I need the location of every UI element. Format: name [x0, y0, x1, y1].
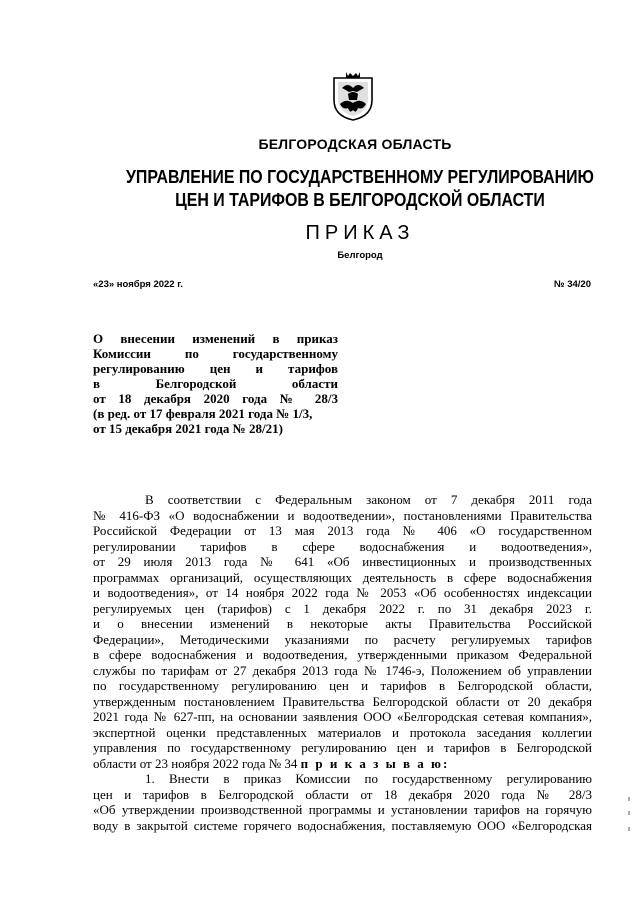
body-line: утвержденным постановлением Правительства Белгородской области от 20 декабря: [93, 693, 592, 709]
subject-line: от 15 декабря 2021 года № 28/21): [93, 421, 283, 436]
item-line: «Об утверждении производственной программы и установлении тарифов на горячую: [93, 802, 592, 817]
subject-line: регулированию цен и тарифов: [93, 361, 338, 376]
subject-line: О внесении изменений в приказ: [93, 331, 338, 346]
body-line: В соответствии с Федеральным законом от 7 декабря 2011 года: [145, 492, 592, 507]
body-line: Российской Федерации от 13 мая 2013 года № 406 «О государственном: [93, 523, 592, 538]
subject-line: в Белгородской области: [93, 376, 338, 391]
agency-title-line-2: ЦЕН И ТАРИФОВ В БЕЛГОРОДСКОЙ ОБЛАСТИ: [175, 189, 545, 210]
body-line: управления по государственному регулированию цен и тарифов в Белгородской: [93, 740, 592, 755]
body-line: программах организаций, осуществляющих деятельность в сфере водоснабжения: [93, 569, 592, 585]
agency-title-line-1: УПРАВЛЕНИЕ ПО ГОСУДАРСТВЕННОМУ РЕГУЛИРОВАНИЮ: [126, 166, 594, 187]
document-body: [93, 492, 592, 833]
body-line: по государственному регулированию цен и тарифов в Белгородской области,: [93, 678, 592, 693]
document-type: ПРИКАЗ: [305, 222, 415, 244]
subject-line: Комиссии по государственному: [93, 346, 338, 361]
item-line: воду в закрытой системе горячего водоснабжения, поставляемую ООО «Белгородская: [93, 817, 592, 833]
body-line-with-order: [93, 756, 592, 772]
document-subject: [93, 331, 338, 436]
agency-title: [119, 165, 601, 211]
body-line: в сфере водоснабжения и водоотведения, утвержденными приказом Федеральной: [93, 647, 592, 662]
coat-of-arms-icon: [330, 70, 376, 122]
body-line: области от 23 ноября 2022 года № 34: [93, 755, 301, 771]
subject-line: от 18 декабря 2020 года № 28/3: [93, 391, 338, 406]
body-line: 2021 года № 627-пп, на основании заявления ООО «Белгородская сетевая компания»,: [93, 709, 592, 724]
body-line: регулировании тарифов в сфере водоснабжения и водоотведения»,: [93, 538, 592, 554]
city: Белгород: [337, 250, 383, 261]
body-line: регулируемых цен (тарифов) с 1 декабря 2022 г. по 31 декабря 2023 г.: [93, 600, 592, 616]
body-line: службы по тарифам от 27 декабря 2013 года № 1746-э, Положением об управлении: [93, 662, 592, 678]
subject-line: (в ред. от 17 февраля 2021 года № 1/3,: [93, 406, 313, 421]
body-line: экспертной оценки представленных материалов и протокола заседания коллегии: [93, 724, 592, 740]
document-number: № 34/20: [553, 279, 591, 290]
margin-mark-icon: [626, 795, 632, 835]
document-date: «23» ноября 2022 г.: [93, 279, 183, 290]
region-title: БЕЛГОРОДСКАЯ ОБЛАСТЬ: [258, 136, 452, 152]
body-line: и водоотведения», от 14 ноября 2022 года № 2053 «Об особенностях индексации: [93, 585, 592, 600]
body-line: Федерации», Методическими указаниями по расчету регулируемых тарифов: [93, 631, 592, 647]
body-line: и о внесении изменений в некоторые акты Правительства Российской: [93, 616, 592, 631]
item-line: 1. Внести в приказ Комиссии по государственному регулированию: [145, 771, 592, 786]
order-word: п р и к а з ы в а ю:: [300, 755, 450, 771]
body-line: от 29 июля 2013 года № 641 «Об инвестиционных и производственных: [93, 554, 592, 569]
item-line: цен и тарифов в Белгородской области от 18 декабря 2020 года № 28/3: [93, 786, 592, 802]
body-line: № 416-ФЗ «О водоснабжении и водоотведении», постановлениями Правительства: [93, 507, 592, 523]
